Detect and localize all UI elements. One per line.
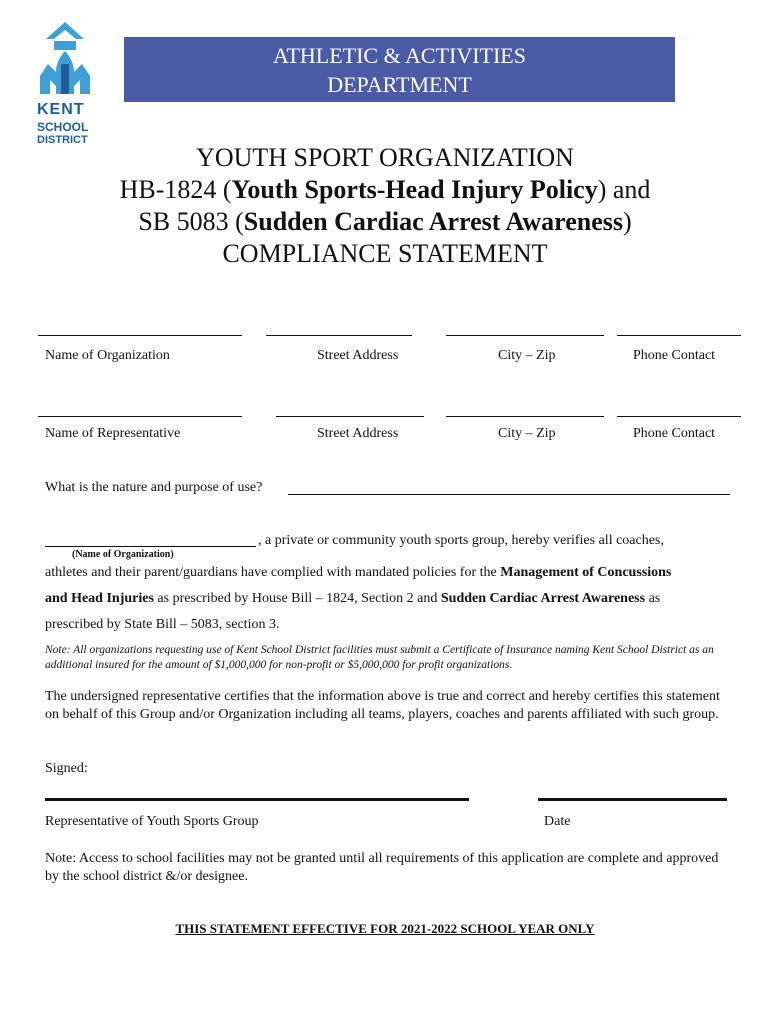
- title-cardiac-arrest: Sudden Cardiac Arrest Awareness: [243, 207, 623, 236]
- kent-logo-icon: [34, 20, 96, 100]
- purpose-question: What is the nature and purpose of use?: [45, 480, 263, 495]
- title-paren: ): [622, 207, 632, 236]
- access-note: Note: Access to school facilities may not be granted until all requirements of this application are complete and approved by the school district &/or designee.: [45, 851, 719, 884]
- verify-line-2: [45, 565, 671, 581]
- representative-name-field[interactable]: [38, 416, 242, 417]
- verify-organization-sublabel: (Name of Organization): [72, 549, 174, 560]
- representative-name-label: Name of Representative: [45, 426, 181, 441]
- banner-line-2: DEPARTMENT: [327, 71, 472, 97]
- logo-district: DISTRICT: [37, 134, 88, 146]
- verify-organization-field[interactable]: [45, 546, 256, 547]
- verify-house-bill: as prescribed by House Bill – 1824, Section 2 and: [153, 591, 441, 606]
- verify-concussions: Management of Concussions: [500, 565, 672, 580]
- verify-as: as: [645, 591, 661, 606]
- organization-name-field[interactable]: [38, 335, 242, 336]
- organization-phone-label: Phone Contact: [633, 348, 716, 363]
- verify-line-4: prescribed by State Bill – 5083, section 3.: [45, 617, 280, 632]
- logo-school: SCHOOL: [37, 120, 89, 134]
- department-banner: [124, 37, 675, 102]
- title-line-4: COMPLIANCE STATEMENT: [222, 239, 548, 268]
- kent-school-district-logo: [34, 20, 96, 150]
- representative-signature-label: Representative of Youth Sports Group: [45, 814, 259, 829]
- title-sb-number: SB 5083 (: [138, 207, 244, 236]
- verify-line-2-text: athletes and their parent/guardians have complied with mandated policies for the: [45, 565, 501, 580]
- organization-street-label: Street Address: [317, 348, 399, 363]
- organization-city-label: City – Zip: [498, 348, 556, 363]
- date-field[interactable]: [538, 798, 727, 801]
- representative-phone-field[interactable]: [617, 416, 741, 417]
- representative-city-field[interactable]: [446, 416, 604, 417]
- representative-signature-field[interactable]: [45, 798, 469, 801]
- title-head-injury-policy: Youth Sports-Head Injury Policy: [231, 175, 598, 204]
- banner-line-1: ATHLETIC & ACTIVITIES: [273, 42, 526, 68]
- verify-line-1: , a private or community youth sports group, hereby verifies all coaches,: [258, 533, 664, 548]
- title-hb-number: HB-1824 (: [119, 175, 232, 204]
- logo-kent: KENT: [37, 101, 85, 118]
- certification-statement: The undersigned representative certifies that the information above is true and correct and hereby certifies this statement on behalf of this Group and/or Organization including all teams, players, coaches and parents affiliated with such group.: [45, 689, 720, 722]
- date-label: Date: [544, 814, 571, 829]
- verify-head-injuries: and Head Injuries: [45, 591, 154, 606]
- title-line-2: [0, 174, 770, 206]
- organization-city-field[interactable]: [446, 335, 604, 336]
- organization-name-label: Name of Organization: [45, 348, 170, 363]
- title-line-3: [0, 206, 770, 238]
- signed-label: Signed:: [45, 761, 88, 776]
- representative-phone-label: Phone Contact: [633, 426, 716, 441]
- title-line-1: YOUTH SPORT ORGANIZATION: [196, 143, 574, 172]
- effective-year-statement: THIS STATEMENT EFFECTIVE FOR 2021-2022 SCHOOL YEAR ONLY: [175, 921, 595, 936]
- organization-phone-field[interactable]: [617, 335, 741, 336]
- title-and: ) and: [597, 175, 651, 204]
- organization-street-field[interactable]: [266, 335, 412, 336]
- verify-cardiac-arrest: Sudden Cardiac Arrest Awareness: [440, 591, 646, 606]
- representative-city-label: City – Zip: [498, 426, 556, 441]
- insurance-note: Note: All organizations requesting use of Kent School District facilities must submit a Certificate of Insurance naming Kent School District as an additional insured for the amount of $1,000,000 for non-profit or $5,000,000 for profit organizations.: [45, 644, 714, 671]
- verify-line-3: [45, 591, 660, 607]
- representative-street-field[interactable]: [276, 416, 424, 417]
- purpose-field[interactable]: [288, 494, 730, 495]
- representative-street-label: Street Address: [317, 426, 399, 441]
